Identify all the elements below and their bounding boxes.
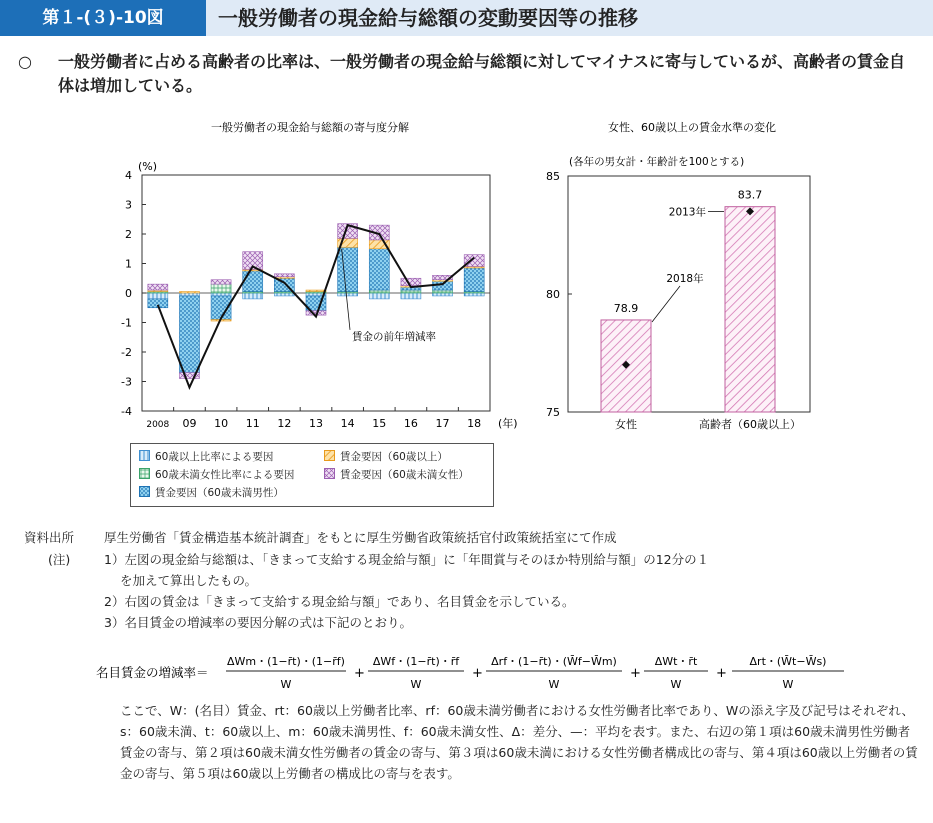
- bar-segment: [179, 293, 199, 296]
- formula-term2: ΔWf・(1−r̄t)・r̄f: [372, 655, 460, 668]
- right-chart-subtitle: (各年の男女計・年齢計を100とする): [569, 156, 745, 168]
- x-tick-label: 18: [467, 417, 482, 430]
- x-tick-label: 11: [245, 417, 260, 430]
- formula-term3: Δrf・(1−r̄t)・(W̄f−W̄m): [491, 655, 617, 668]
- left-x-unit: (年): [498, 417, 518, 430]
- x-tick-label: 13: [309, 417, 323, 430]
- svg-text:+: +: [472, 666, 483, 681]
- y-tick-label: -4: [121, 405, 132, 418]
- bar-segment: [433, 293, 453, 296]
- figure-header: [0, 0, 933, 36]
- legend-swatch: [324, 450, 335, 461]
- legend-item: [139, 485, 284, 500]
- x-tick-label: 2008: [146, 420, 170, 430]
- figure-title: 一般労働者の現金給与総額の変動要因等の推移: [218, 6, 638, 30]
- annotation-2018-leader: [652, 286, 680, 322]
- y-tick-label: 0: [125, 287, 132, 300]
- annotation-2018: 2018年: [666, 273, 704, 285]
- note-3: 3）名目賃金の増減率の要因分解の式は下記のとおり。: [104, 615, 412, 630]
- formula-term4: ΔWt・r̄t: [654, 655, 698, 668]
- x-tick-label: 14: [340, 417, 355, 430]
- note-1a: 1）左図の現金給与総額は、「きまって支給する現金給与額」に「年間賞与そのほか特別給与額」の12分の１: [104, 552, 710, 567]
- note-2: 2）右図の賃金は「きまって支給する現金給与額」であり、名目賃金を示している。: [104, 594, 575, 609]
- svg-text:+: +: [716, 666, 727, 681]
- right-chart-title: 女性、60歳以上の賃金水準の変化: [608, 121, 776, 134]
- left-chart-legend: [130, 443, 494, 507]
- bar-segment: [464, 293, 484, 296]
- formula-term5: Δrt・(W̄t−W̄s): [749, 655, 827, 668]
- decomposition-formula: [96, 650, 916, 694]
- source-label: 資料出所: [24, 530, 75, 545]
- legend-swatch: [139, 468, 150, 479]
- lead-text: 一般労働者に占める高齢者の比率は、一般労働者の現金給与総額に対してマイナスに寄与しているが、高齢者の賃金自体は増加している。: [58, 52, 906, 95]
- y-tick-label: 3: [125, 198, 132, 212]
- legend-swatch: [324, 468, 335, 479]
- bar-segment: [401, 290, 421, 293]
- y-tick-label: 80: [546, 288, 560, 301]
- formula-term2-den: W: [410, 678, 422, 691]
- x-tick-label: 15: [372, 417, 387, 430]
- x-tick-label: 09: [182, 417, 197, 430]
- formula-term3-den: W: [548, 678, 560, 691]
- formula-term1-den: W: [280, 678, 292, 691]
- left-chart-title: 一般労働者の現金給与総額の寄与度分解: [211, 121, 409, 134]
- bar-segment: [338, 293, 358, 296]
- bar-segment: [211, 293, 231, 296]
- note-label: (注): [48, 552, 71, 567]
- x-tick-label: 10: [214, 417, 229, 430]
- bar-segment: [401, 278, 421, 285]
- y-tick-label: -2: [121, 346, 132, 359]
- y-tick-label: 1: [125, 257, 132, 271]
- bar-segment: [369, 293, 389, 299]
- bar-segment: [274, 293, 294, 296]
- formula-lhs: 名目賃金の増減率＝: [96, 665, 209, 680]
- bar-segment: [433, 290, 453, 293]
- y-tick-label: 2: [125, 228, 132, 241]
- note-1b: を加えて算出したもの。: [120, 573, 258, 588]
- y-tick-label: 75: [546, 406, 560, 419]
- formula-term4-den: W: [670, 678, 682, 691]
- x-category-label: 女性: [615, 418, 637, 431]
- figure-label: 第１-(３)-10図: [0, 0, 206, 36]
- svg-text:+: +: [630, 666, 641, 681]
- legend-swatch: [139, 450, 150, 461]
- lead-bullet: ○: [18, 52, 32, 71]
- bar-segment: [243, 293, 263, 299]
- y-tick-label: -3: [121, 375, 132, 389]
- legend-item: [139, 449, 273, 464]
- y-tick-label: 85: [546, 170, 560, 183]
- bar-segment: [306, 290, 326, 291]
- legend-label: 60歳未満女性比率による要因: [155, 469, 295, 481]
- right-bar-chart: [520, 118, 820, 438]
- bar-segment: [369, 290, 389, 293]
- legend-label: 60歳以上比率による要因: [155, 451, 274, 463]
- bar-segment: [148, 293, 168, 299]
- legend-label: 賃金要因（60歳以上）: [340, 451, 448, 463]
- y-tick-label: -1: [121, 316, 132, 330]
- x-tick-label: 17: [435, 417, 450, 430]
- explanation-text: ここで、W：(名目）賃金、rt：60歳以上労働者比率、rf：60歳未満労働者における女性労働者比率であり、Wの添え字及び記号はそれぞれ、s：60歳未満、t：60歳以上、m：60歳未満男性、f：60歳未満女性、Δ：差分、—：平均を表す。また、右辺の第１項は60歳未満男性労働者賃金の寄与、第２項は60歳未満女性労働者の賃金の寄与、第３項は60歳未満における女性労働者構成比の寄与、第４項は60歳以上労働者の賃金の寄与、第５項は60歳以上労働者の構成比の寄与を表す。: [120, 703, 918, 781]
- y-tick-label: 4: [125, 169, 132, 182]
- svg-text:+: +: [354, 666, 365, 681]
- bar-segment: [338, 247, 358, 291]
- bar-segment: [274, 274, 294, 277]
- left-y-unit: (%): [138, 160, 158, 173]
- bar-segment: [211, 280, 231, 284]
- legend-item: [324, 467, 469, 482]
- right-plot-area: [546, 170, 810, 431]
- bar-data-label: 83.7: [737, 188, 763, 202]
- legend-swatch: [139, 486, 150, 497]
- source-text: 厚生労働省「賃金構造基本統計調査」をもとに厚生労働省政策統括官付政策統括室にて作成: [104, 530, 617, 545]
- x-category-label: 高齢者（60歳以上）: [699, 418, 801, 431]
- legend-label: 賃金要因（60歳未満男性）: [155, 487, 284, 499]
- legend-item: [324, 449, 448, 464]
- formula-term1: ΔWm・(1−r̄t)・(1−r̄f): [227, 655, 345, 668]
- bar-segment: [401, 293, 421, 299]
- legend-label: 賃金要因（60歳未満女性）: [340, 469, 469, 481]
- x-tick-label: 12: [277, 417, 292, 430]
- bar-segment: [148, 284, 168, 290]
- left-plot-area: [121, 169, 490, 430]
- formula-term5-den: W: [782, 678, 794, 691]
- bar-segment: [243, 271, 263, 292]
- bar-segment: [179, 296, 199, 373]
- legend-item: [139, 467, 294, 482]
- bar-segment: [179, 292, 199, 293]
- bar-segment: [369, 249, 389, 290]
- annotation-2013: 2013年: [668, 206, 706, 219]
- bar-data-label: 78.9: [613, 301, 639, 315]
- bar-segment: [464, 268, 484, 292]
- x-tick-label: 16: [403, 417, 418, 430]
- bar-2013: [725, 207, 775, 412]
- bar-segment: [211, 284, 231, 293]
- line-annotation: 賃金の前年増減率: [352, 331, 436, 343]
